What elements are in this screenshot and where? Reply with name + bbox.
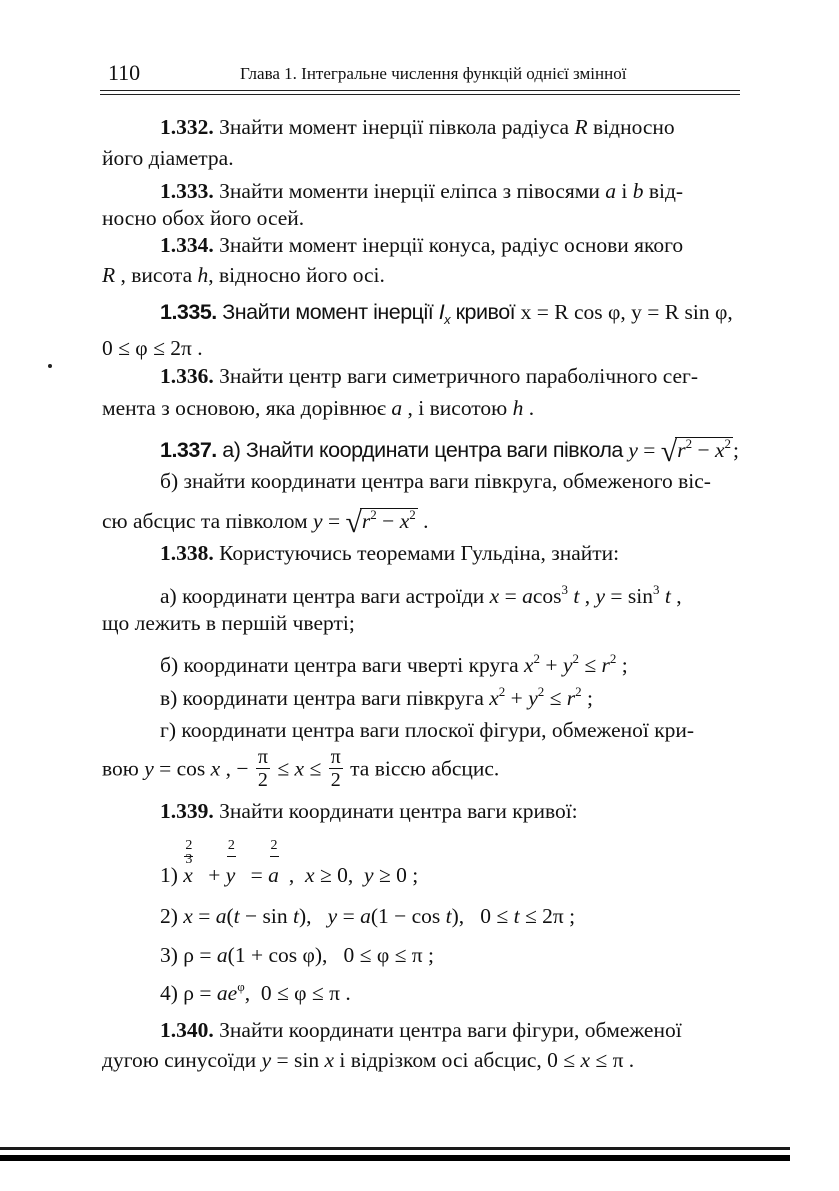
header-rule [100, 90, 740, 91]
problem-1-340-line1: 1.340. Знайти координати центра ваги фігури, обмеженої [160, 1018, 682, 1042]
problem-1-339-item4: 4) $\rho = ae^\varphi$, 0 ≤ φ ≤ π . [160, 979, 351, 1005]
problem-1-333-line1: 1.333. Знайти моменти інерції еліпса з півосями a і b від- [160, 179, 684, 203]
chapter-title: Глава 1. Інтегральне числення функцій однієї змінної [240, 64, 627, 83]
page-number: 110 [108, 60, 141, 85]
problem-1-335-line2: 0 ≤ φ ≤ 2π . [102, 336, 203, 360]
problem-1-337-line1: 1.337. а) Знайти координати центра ваги півкола $y = √r^2 - x^2$; [160, 435, 740, 468]
equation: x = R cos φ, y = R sin φ, [520, 300, 733, 324]
problem-1-338-d-line1: г) координати центра ваги плоскої фігури, обмеженої кри- [160, 718, 695, 742]
problem-1-333-line2: носно обох його осей. [102, 206, 305, 230]
problem-1-334-line1: 1.334. Знайти момент інерції конуса, радіус основи якого [160, 233, 684, 257]
problem-1-332-line2: його діаметра. [102, 146, 234, 170]
problem-1-336-line2: мента з основою, яка дорівнює a , і висотою h . [102, 396, 535, 420]
problem-1-337-line3: сю абсцис та півколом $y = √r^2 - x^2$ . [102, 506, 429, 539]
problem-1-339-line1: 1.339. Знайти координати центра ваги кривої: [160, 799, 578, 823]
problem-1-339-item3: 3) ρ = a(1 + cos φ), 0 ≤ φ ≤ π ; [160, 943, 435, 967]
bullet-dot [48, 364, 52, 368]
problem-1-334-line2: R , висота h, відносно його осі. [102, 263, 385, 287]
problem-1-332-line1: 1.332. Знайти момент інерції півкола радіуса R відносно [160, 115, 675, 139]
problem-1-338-line1: 1.338. Користуючись теоремами Гульдіна, знайти: [160, 541, 620, 565]
problem-1-338-c: в) координати центра ваги півкруга $x^2 + y^2 \le r^2$ ; [160, 684, 594, 710]
problem-1-339-item1: 1) x 2 3 + y 2 = a 2 , x ≥ 0, y ≥ 0 ; [160, 838, 419, 887]
header-rule-double [100, 94, 740, 95]
problem-1-337-line2: б) знайти координати центра ваги півкруга, обмеженого віс- [160, 469, 711, 493]
problem-1-338-d-line2: вою y = cos x , − $\frac{\pi}{2}$ ≤ x ≤ $\frac{\pi}{2}$ та віссю абсцис. [102, 746, 500, 791]
problem-1-338-a-line1: а) координати центра ваги астроїди x = acos$^3$ t , $y = \sin^3 t$ , [160, 582, 682, 608]
problem-1-335-line1: 1.335. Знайти момент інерції $I_x$ кривої x = R cos φ, y = R sin φ, [160, 300, 733, 327]
bottom-rule [0, 1147, 790, 1150]
bottom-rule-thick [0, 1155, 790, 1161]
problem-1-338-a-line2: що лежить в першій чверті; [102, 611, 355, 635]
problem-1-340-line2: дугою синусоїди y = sin x і відрізком осі абсцис, 0 ≤ x ≤ π . [102, 1048, 635, 1072]
problem-1-336-line1: 1.336. Знайти центр ваги симетричного параболічного сег- [160, 364, 699, 388]
problem-1-339-item2: 2) x = a(t − sin t), y = a(1 − cos t), 0 ≤ t ≤ 2π ; [160, 904, 576, 928]
problem-1-338-b: б) координати центра ваги чверті круга $x^2 + y^2 \le r^2$ ; [160, 651, 628, 677]
